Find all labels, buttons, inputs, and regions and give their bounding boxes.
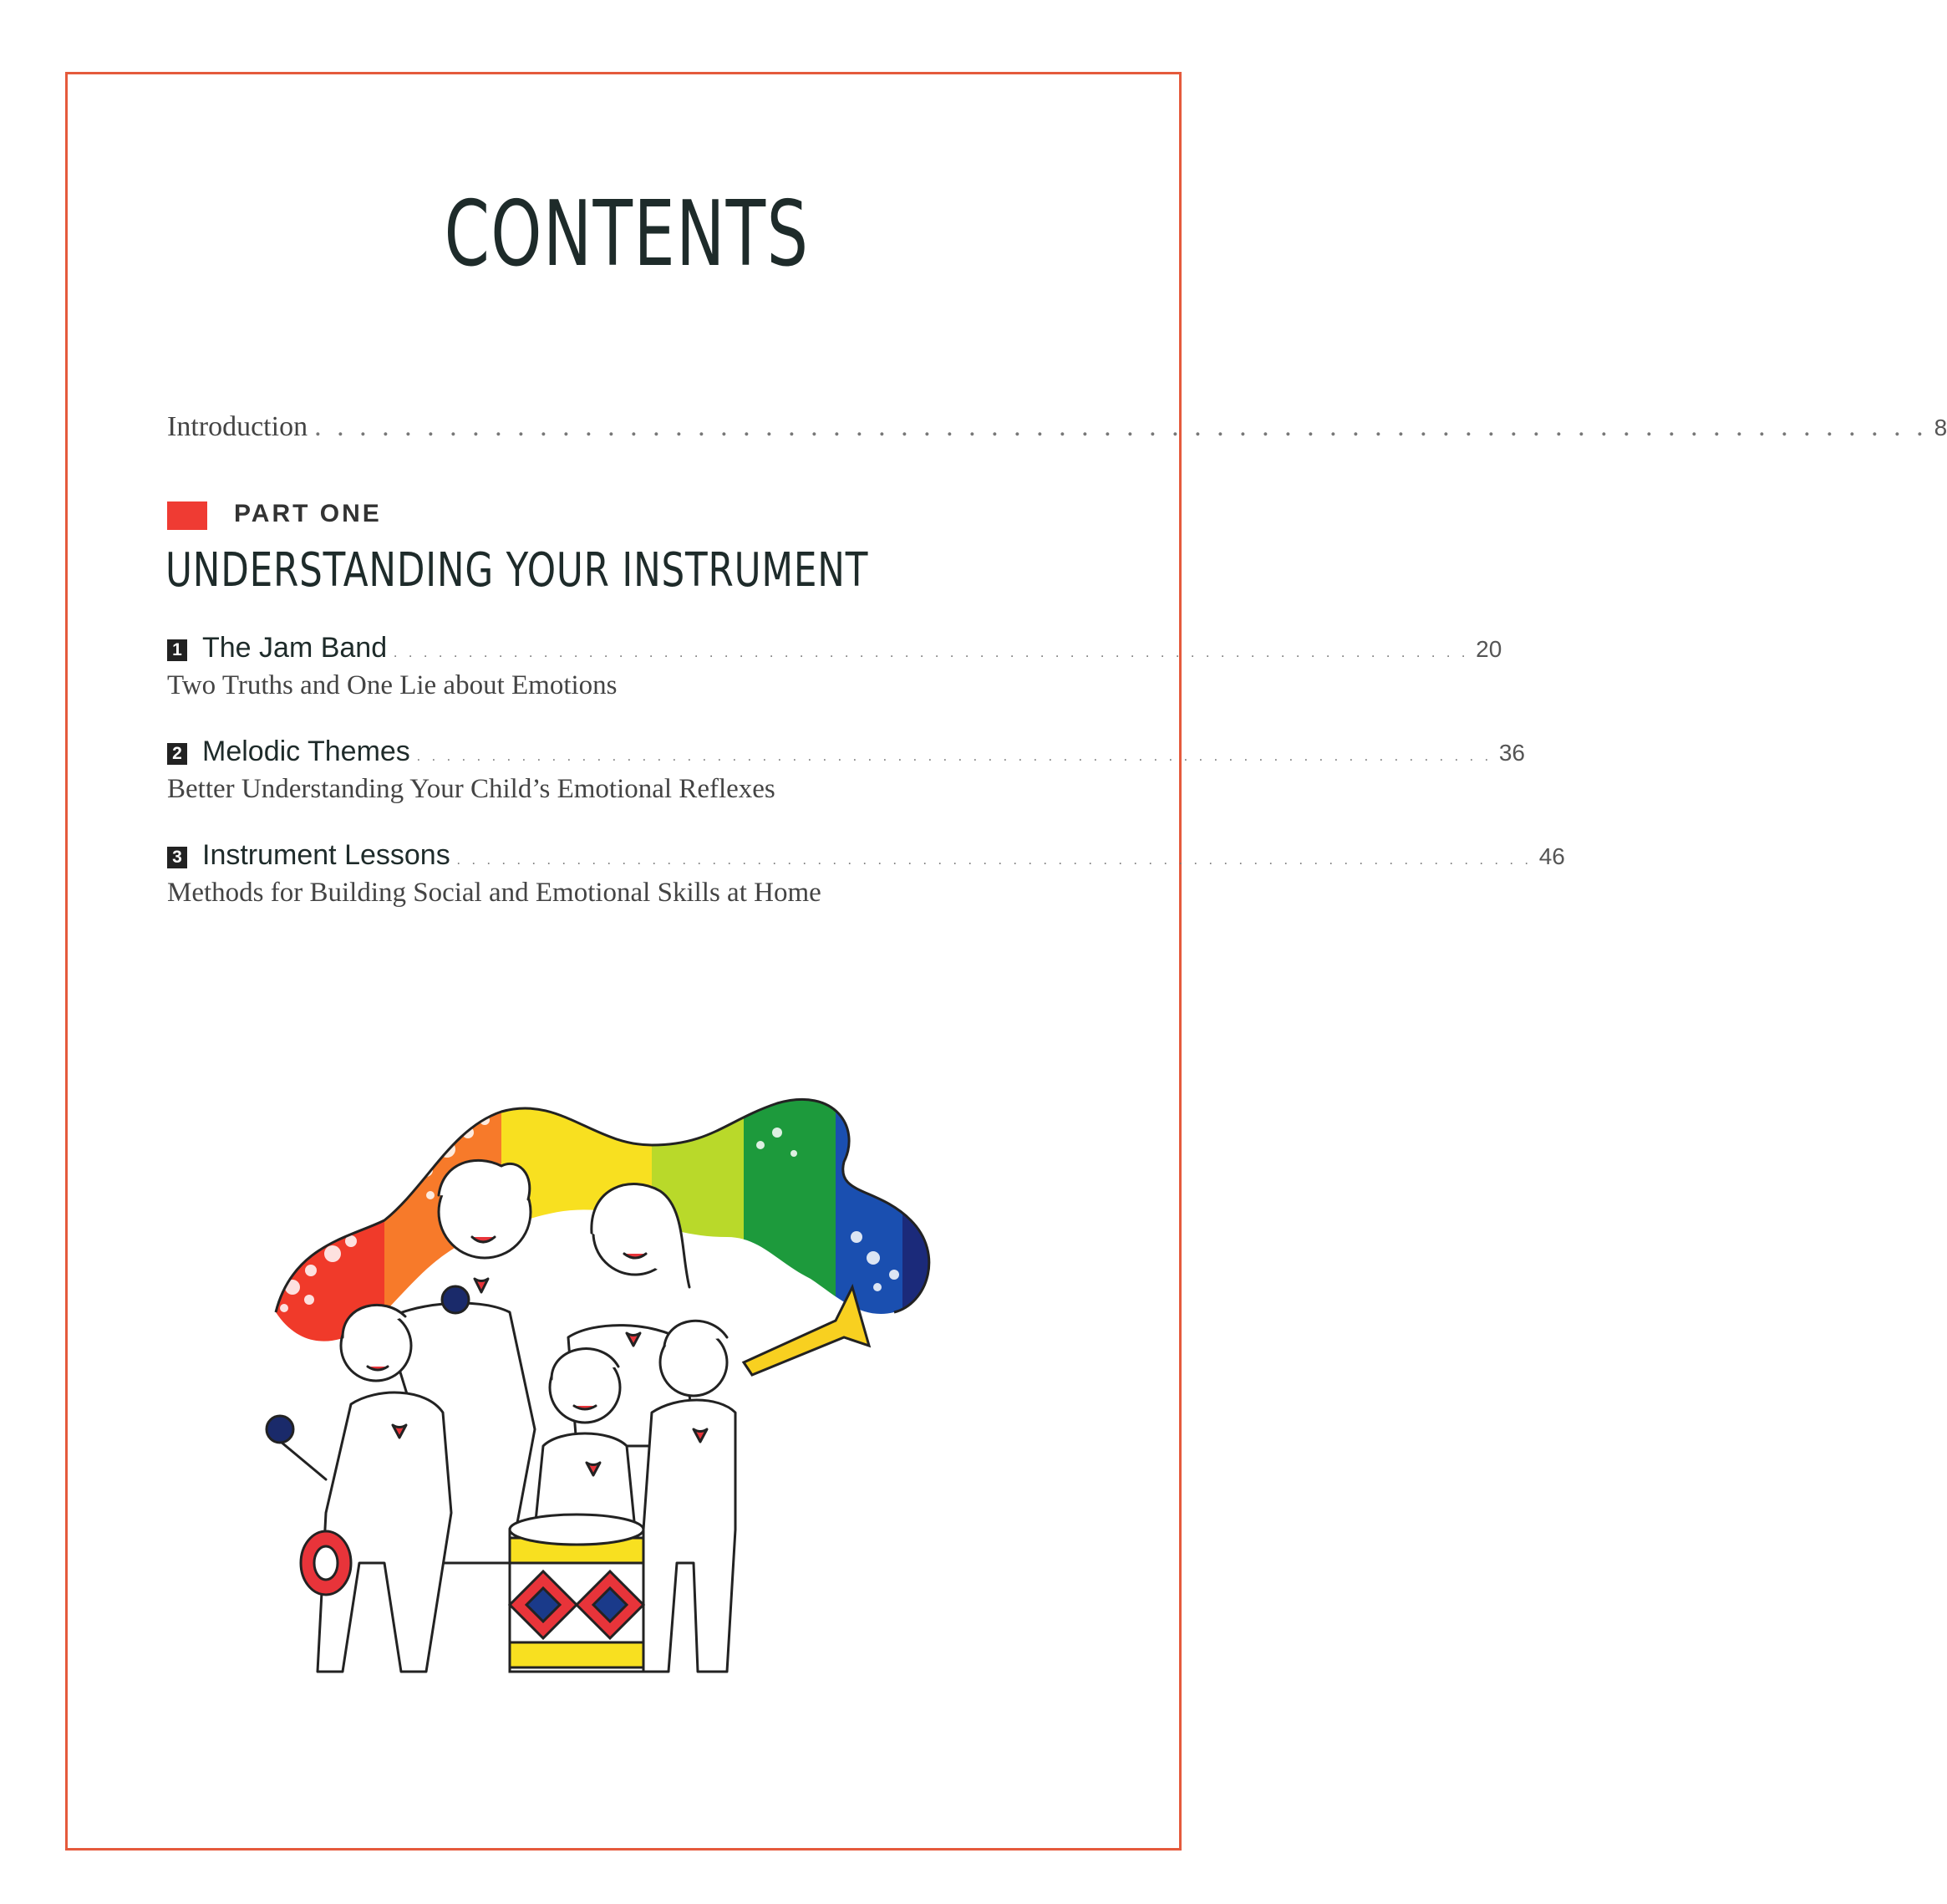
dot-leader: . . . . . . . . . . . . . . . . . . . . . . . . . . . . . . . . . . . . . . . . . . . . . . . . . . . . . . . . . . . . . . . . . . . . . . . . <box>314 411 1928 442</box>
part-marker <box>167 501 207 530</box>
toc-entry-label <box>167 839 450 872</box>
chapter-number-badge: 1 <box>167 639 187 661</box>
chapter-subtitle: Two Truths and One Lie about Emotions <box>167 670 618 700</box>
toc-entry-label <box>167 632 387 664</box>
toc-entry-page: 46 <box>1538 843 1565 869</box>
toc-entry-chapter-3[interactable] <box>167 839 1565 872</box>
chapter-title: The Jam Band <box>202 632 388 664</box>
chapter-subtitle: Better Understanding Your Child’s Emotional Reflexes <box>167 774 775 804</box>
family-band-illustration <box>259 1095 978 1730</box>
toc-entry-page: 8 <box>1934 415 1947 440</box>
toc-entry-label <box>167 736 410 768</box>
toc-entry-label: Introduction <box>167 411 308 442</box>
toc-entry-page: 36 <box>1498 740 1525 766</box>
dot-leader: . . . . . . . . . . . . . . . . . . . . . . . . . . . . . . . . . . . . . . . . . . . . . . . . . . . . . . . . . . . . . . . . . . . . . . . . <box>456 853 1533 868</box>
toc-entry-page: 20 <box>1476 636 1502 662</box>
toc-entry-chapter-1[interactable] <box>167 632 1502 664</box>
part-title: UNDERSTANDING YOUR INSTRUMENT <box>165 543 869 598</box>
dot-leader: . . . . . . . . . . . . . . . . . . . . . . . . . . . . . . . . . . . . . . . . . . . . . . . . . . . . . . . . . . . . . . . . . . . . . . . . <box>416 750 1492 764</box>
dot-leader: . . . . . . . . . . . . . . . . . . . . . . . . . . . . . . . . . . . . . . . . . . . . . . . . . . . . . . . . . . . . . . . . . . . . . . . . <box>394 646 1470 660</box>
toc-entry-introduction[interactable] <box>167 411 1947 443</box>
part-label: PART ONE <box>234 500 382 527</box>
drum <box>510 1515 643 1672</box>
toc-entry-chapter-2[interactable] <box>167 736 1525 768</box>
chapter-subtitle: Methods for Building Social and Emotional Skills at Home <box>167 878 821 908</box>
trumpet <box>744 1287 869 1375</box>
chapter-number-badge: 3 <box>167 847 187 868</box>
chapter-title: Instrument Lessons <box>202 839 450 871</box>
chapter-number-badge: 2 <box>167 743 187 765</box>
tambourine <box>301 1531 351 1595</box>
contents-title: CONTENTS <box>444 182 810 287</box>
chapter-title: Melodic Themes <box>202 736 410 767</box>
